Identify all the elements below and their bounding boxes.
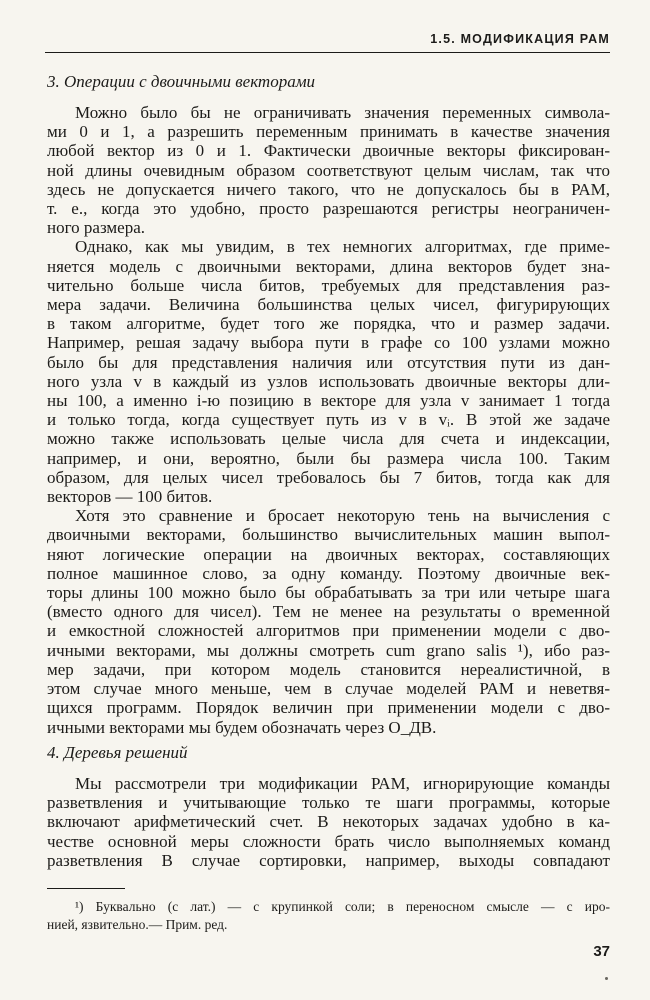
footnote-rule: [47, 888, 125, 889]
section-3-heading: 3. Операции с двоичными векторами: [47, 72, 316, 91]
text-line: и емкостной сложностей алгоритмов при применении модели с дво-: [47, 621, 610, 641]
page-number: 37: [593, 943, 610, 960]
text-line: любой вектор из 0 и 1. Фактически двоичные векторы фиксирован-: [47, 141, 610, 161]
section-3-body: [47, 103, 610, 737]
footnote-line: ¹) Буквально (с лат.) — с крупинкой соли; в переносном смысле — с иро-: [75, 899, 610, 914]
text-line: включают арифметический счет. В некоторых задачах удобно в ка-: [47, 812, 610, 832]
text-line: здесь не допускается ничего такого, что не допускалось бы в РАМ,: [47, 179, 610, 199]
text-line: векторов — 100 битов.: [47, 487, 213, 507]
footnote-line: нией, язвительно.— Прим. ред.: [47, 917, 228, 932]
text-line: чительно больше числа битов, требуемых для представления раз-: [47, 275, 610, 295]
text-line: Мы рассмотрели три модификации РАМ, игнорирующие команды: [75, 774, 610, 793]
text-line: няют логические операции на двоичных векторах, составляющих: [47, 544, 610, 564]
text-line: было бы для представления наличия или отсутствия пути из дан-: [47, 352, 610, 372]
text-line: двоичными векторами, большинство вычислительных машин выпол-: [47, 525, 610, 545]
text-line: мера задачи. Величина большинства целых чисел, фигурирующих: [47, 295, 610, 315]
running-head: 1.5. МОДИФИКАЦИЯ РАМ: [430, 32, 610, 46]
text-line: Можно было бы не ограничивать значения переменных символа-: [75, 103, 610, 122]
text-line: Однако, как мы увидим, в тех немногих алгоритмах, где приме-: [75, 237, 610, 257]
section-4-heading: 4. Деревья решений: [47, 743, 188, 762]
text-line: ной длины очевидным образом соответствуют целым числам, так что: [47, 160, 610, 180]
text-line: можно также использовать целые числа для счета и индексации,: [47, 429, 610, 449]
text-line: т. е., когда это удобно, просто разрешаются регистры неограничен-: [47, 199, 610, 219]
section-4-body: [47, 774, 610, 870]
text-line: щихся программ. Порядок величин при применении модели с дво-: [47, 698, 610, 718]
text-line: ичными векторами, мы должны смотреть cum grano salis ¹), ибо раз-: [47, 640, 610, 660]
text-line: полное машинное слово, за одну команду. Поэтому двоичные век-: [47, 563, 610, 583]
text-line: честве основной меры сложности брать число выполняемых команд: [47, 831, 610, 851]
header-rule: [45, 52, 610, 53]
text-line: разветвления В случае сортировки, например, выходы совпадают: [47, 850, 610, 870]
section-4-paragraph-1: [47, 774, 610, 870]
text-line: ичными векторами мы будем обозначать через O_ДВ.: [47, 717, 437, 737]
text-line: Хотя это сравнение и бросает некоторую тень на вычисления с: [75, 506, 610, 526]
text-line: в таком алгоритме, будет того же порядка, что и размер задачи.: [47, 314, 610, 334]
text-line: Например, решая задачу выбора пути в графе со 100 узлами можно: [47, 333, 610, 353]
text-line: и только тогда, когда существует путь из v в vᵢ. В этой же задаче: [47, 410, 610, 430]
text-line: например, и они, вероятно, были бы размера числа 100. Таким: [47, 448, 610, 468]
text-line: ми 0 и 1, а разрешить переменным принимать в качестве значения: [47, 122, 610, 142]
text-line: ного узла v в каждый из узлов использовать двоичные векторы дли-: [47, 371, 610, 391]
section-3-paragraph-3: [47, 506, 610, 736]
text-line: няется модель с двоичными векторами, длина векторов будет зна-: [47, 256, 610, 276]
footnote: [47, 898, 610, 934]
text-line: разветвления и учитывающие только те шаги программы, которые: [47, 793, 610, 813]
text-line: образом, для целых чисел требовалось бы 7 битов, тогда как для: [47, 467, 610, 487]
text-line: мер задачи, при котором модель становится нереалистичной, в: [47, 659, 610, 679]
print-speck: [605, 977, 608, 980]
text-line: торы длины 100 можно было бы обрабатывать за три или четыре шага: [47, 583, 610, 603]
text-line: ны 100, а именно i-ю позицию в векторе для узла v занимает 1 тогда: [47, 391, 610, 411]
section-3-paragraph-2: [47, 237, 610, 506]
section-3-paragraph-1: [47, 103, 610, 237]
text-line: (вместо одного для чисел). Тем не менее на результаты о временной: [47, 602, 610, 622]
text-line: этом случае много меньше, чем в случае моделей РАМ и неветвя-: [47, 679, 610, 699]
text-line: ного размера.: [47, 218, 146, 238]
